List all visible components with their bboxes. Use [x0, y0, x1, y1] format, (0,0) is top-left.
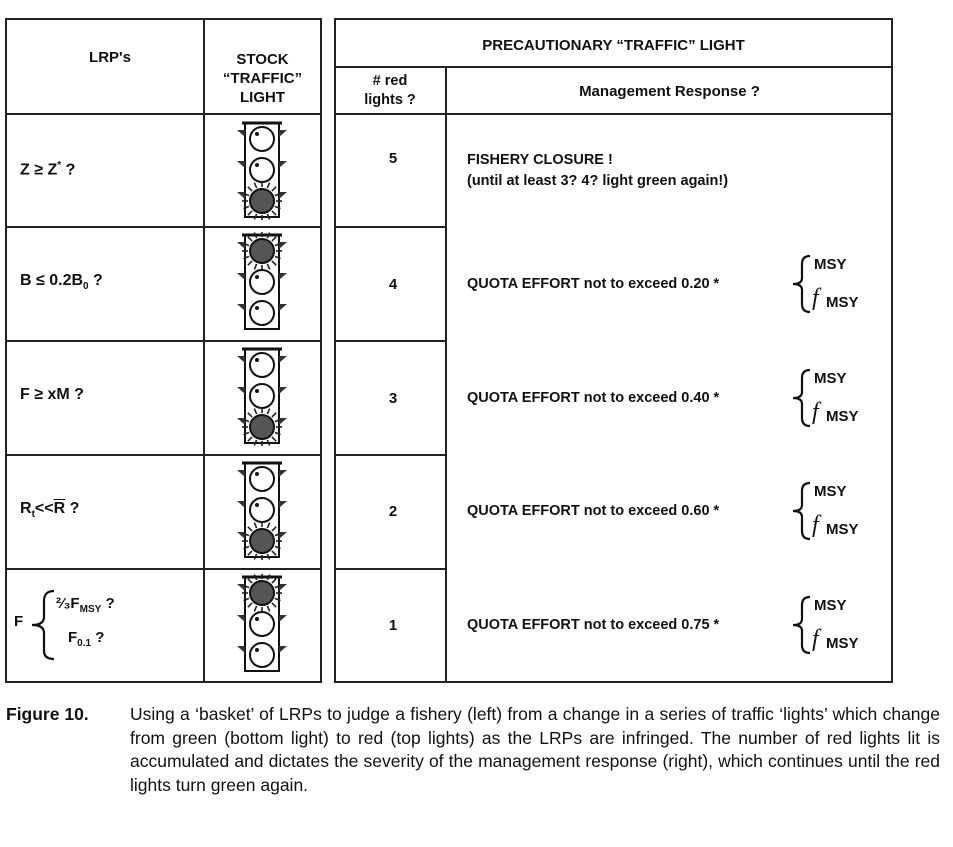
- msy-brace-group: [790, 366, 880, 430]
- lrp-bot-sub: 0.1: [77, 638, 92, 649]
- unlit-lamp: [250, 384, 274, 408]
- visor-right: [279, 501, 287, 508]
- lrp-row-rule: [5, 568, 322, 570]
- msy-top-label: MSY: [814, 597, 847, 614]
- lrp-table-divider: [203, 18, 205, 683]
- lrp-prefix: F: [14, 613, 24, 630]
- precautionary-title: PRECAUTIONARY “TRAFFIC” LIGHT: [482, 37, 745, 54]
- count-row-rule: [334, 454, 446, 456]
- visor-right: [279, 273, 287, 280]
- red-light-count: 2: [388, 503, 398, 520]
- lrp-text-end: ?: [65, 500, 80, 517]
- unlit-lamp: [250, 353, 274, 377]
- traffic-light-icon: [232, 232, 292, 332]
- visor-left: [237, 161, 245, 168]
- visor-left: [237, 387, 245, 394]
- lrp-sup: *: [57, 160, 62, 171]
- f-symbol: f: [812, 512, 819, 538]
- count-row-rule: [334, 226, 446, 228]
- traffic-light-icon: [232, 574, 292, 674]
- quota-response: QUOTA EFFORT not to exceed 0.20 *: [467, 276, 720, 292]
- msy-bottom-label: MSY: [826, 635, 859, 652]
- unlit-lamp: [250, 270, 274, 294]
- stock-header-line: STOCK: [236, 51, 289, 68]
- unlit-lamp: [250, 301, 274, 325]
- lit-lamp: [242, 574, 282, 613]
- lrp-bot-end: ?: [91, 629, 105, 646]
- visor-left: [237, 615, 245, 622]
- lrp-sub: 0: [83, 281, 89, 293]
- msy-brace-group: [790, 593, 880, 657]
- traffic-light-icon: [232, 460, 292, 560]
- curly-brace-icon: [790, 252, 812, 316]
- msy-bottom-label: MSY: [826, 294, 859, 311]
- stock-header-line: “TRAFFIC”: [222, 70, 303, 87]
- lrp-column-header: LRP's: [89, 49, 131, 66]
- visor-right: [279, 356, 287, 363]
- lit-lamp: [242, 232, 282, 271]
- msy-bottom-label: MSY: [826, 408, 859, 425]
- figure-label: Figure 10.: [6, 704, 89, 724]
- precautionary-title-rule: [334, 66, 893, 68]
- lrp-header-rule: [5, 113, 322, 115]
- precautionary-divider: [445, 66, 447, 683]
- msy-brace-group: [790, 252, 880, 316]
- visor-right: [279, 130, 287, 137]
- closure-line: (until at least 3? 4? light green again!): [467, 173, 729, 189]
- f-symbol: f: [812, 626, 819, 652]
- red-light-count: 3: [388, 390, 398, 407]
- red-light-count: 5: [388, 150, 398, 167]
- lit-lamp: [242, 181, 282, 220]
- traffic-light-icon: [232, 120, 292, 220]
- lrp-rbar: $\overline{R}$: [53, 500, 66, 517]
- lrp-bot-text: F: [68, 629, 78, 646]
- lrp-text: B ≤ 0.2B: [20, 272, 84, 289]
- lit-lamp: [242, 407, 282, 446]
- red-lights-header: [337, 72, 443, 110]
- lrp-fishing-mortality-criterion: [20, 386, 200, 404]
- stock-header-line: LIGHT: [240, 89, 285, 106]
- unlit-lamp: [250, 498, 274, 522]
- lrp-top-end: ?: [101, 595, 115, 612]
- unlit-lamp: [250, 612, 274, 636]
- closure-response: [467, 150, 728, 192]
- lrp-f-reference-criterion: [14, 585, 199, 665]
- msy-bottom-label: MSY: [826, 521, 859, 538]
- visor-right: [279, 615, 287, 622]
- red-header-line: lights ?: [364, 92, 416, 108]
- lrp-text-mid: <<: [34, 500, 54, 517]
- curly-brace-icon: [790, 593, 812, 657]
- visor-left: [237, 304, 245, 311]
- red-light-count: 4: [388, 276, 398, 293]
- lrp-z-criterion: [20, 160, 200, 179]
- closure-line: FISHERY CLOSURE !: [467, 152, 613, 168]
- lrp-row-rule: [5, 340, 322, 342]
- lrp-brace: [28, 587, 58, 663]
- red-header-line: # red: [372, 73, 408, 89]
- visor-right: [279, 646, 287, 653]
- msy-top-label: MSY: [814, 256, 847, 273]
- quota-response: QUOTA EFFORT not to exceed 0.75 *: [467, 617, 720, 633]
- lrp-text: F ≥ xM ?: [20, 386, 84, 403]
- count-row-rule: [334, 340, 446, 342]
- lrp-top: [56, 595, 115, 615]
- lrp-text: Z ≥ Z: [20, 161, 58, 179]
- red-light-count: 1: [388, 617, 398, 634]
- curly-brace-icon: [790, 366, 812, 430]
- management-response-header: Management Response ?: [579, 83, 760, 100]
- lrp-bottom: [68, 629, 104, 649]
- unlit-lamp: [250, 127, 274, 151]
- traffic-light-icon: [232, 346, 292, 446]
- visor-left: [237, 356, 245, 363]
- visor-right: [279, 470, 287, 477]
- quota-response: QUOTA EFFORT not to exceed 0.40 *: [467, 390, 720, 406]
- stock-light-header: [205, 50, 320, 107]
- lrp-text-end: ?: [61, 161, 76, 179]
- visor-left: [237, 130, 245, 137]
- count-row-rule: [334, 568, 446, 570]
- unlit-lamp: [250, 467, 274, 491]
- lrp-biomass-criterion: [20, 272, 200, 292]
- msy-brace-group: [790, 479, 880, 543]
- visor-right: [279, 387, 287, 394]
- msy-top-label: MSY: [814, 370, 847, 387]
- curly-brace-icon: [790, 479, 812, 543]
- visor-left: [237, 501, 245, 508]
- lrp-text: R: [20, 500, 32, 517]
- lrp-top-text: ²⁄₃F: [56, 595, 80, 612]
- lrp-recruitment-criterion: [20, 500, 200, 520]
- unlit-lamp: [250, 158, 274, 182]
- lit-lamp: [242, 521, 282, 560]
- precautionary-table: [334, 18, 893, 683]
- f-symbol: f: [812, 285, 819, 311]
- lrp-top-sub: MSY: [79, 604, 102, 615]
- f-symbol: f: [812, 399, 819, 425]
- caption-text: Using a ‘basket’ of LRPs to judge a fishery (left) from a change in a series of traffic ‘lights’ which change from green (bottom light) to red (top lights) as the LRPs are infringed. The number of red lights lit is accumulated and dictates the severity of the management response (right), which continues until the red lights turn green again.: [130, 704, 940, 795]
- visor-left: [237, 273, 245, 280]
- lrp-sub: t: [31, 509, 35, 521]
- msy-top-label: MSY: [814, 483, 847, 500]
- lrp-row-rule: [5, 454, 322, 456]
- unlit-lamp: [250, 643, 274, 667]
- visor-right: [279, 304, 287, 311]
- lrp-text-end: ?: [88, 272, 103, 289]
- visor-left: [237, 470, 245, 477]
- lrp-row-rule: [5, 226, 322, 228]
- visor-left: [237, 646, 245, 653]
- quota-response: QUOTA EFFORT not to exceed 0.60 *: [467, 503, 720, 519]
- visor-right: [279, 161, 287, 168]
- precautionary-header-rule: [334, 113, 893, 115]
